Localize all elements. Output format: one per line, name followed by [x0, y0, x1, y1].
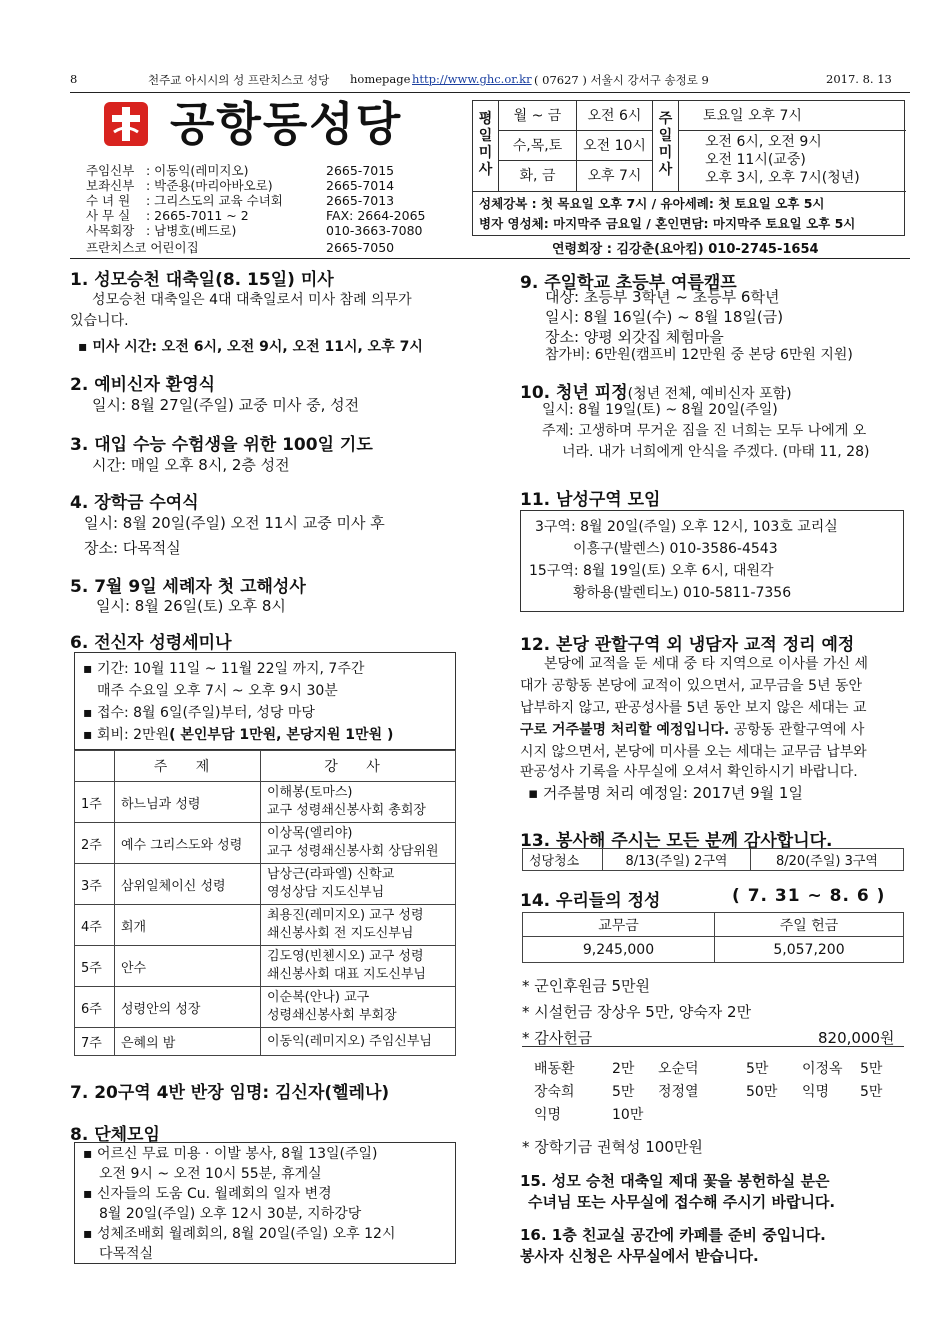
topic-cell: 하느님과 성령: [115, 782, 261, 823]
table-header-cell: 강 사: [261, 751, 456, 782]
week-cell: 6주: [75, 987, 115, 1028]
text-line: 있습니다.: [70, 313, 129, 329]
text-line: 너라. 내가 너희에게 안식을 주겠다. (마태 11, 28): [562, 444, 870, 460]
table-row: [75, 987, 456, 1028]
text-line: 시지 않으면서, 본당에 미사를 오는 세대는 교무금 납부와: [520, 744, 867, 760]
funeral-committee: 연령회장 : 김강춘(요아킴) 010-2745-1654: [552, 242, 819, 257]
text-line: ▪ 접수: 8월 6일(주일)부터, 성당 마당: [83, 705, 315, 721]
text-line: ▪ 미사 시간: 오전 6시, 오전 9시, 오전 11시, 오후 7시: [78, 339, 423, 355]
weekday-time: 오전 10시: [577, 131, 653, 161]
donor-amount: 5만: [860, 1084, 883, 1100]
text-line: ▪ 거주불명 처리 예정일: 2017년 9월 1일: [528, 784, 803, 802]
staff-phone: 2665-7015: [326, 163, 395, 178]
text-line: 오전 9시 ~ 오전 10시 55분, 휴게실: [99, 1166, 322, 1182]
speaker-cell: [261, 782, 456, 823]
staff-name: : 그리스도의 교육 수녀회: [146, 193, 283, 208]
speaker-role: 쇄신봉사회 대표 지도신부님: [267, 967, 426, 982]
text-line: 매주 수요일 오후 7시 ~ 오후 9시 30분: [97, 683, 338, 699]
text-line: 대가 공항동 본당에 교적이 있으면서, 교무금을 5년 동안: [520, 678, 863, 694]
week-cell: 3주: [75, 864, 115, 905]
staff-role: 사목회장: [86, 223, 135, 238]
topic-cell: 은혜의 밤: [115, 1028, 261, 1056]
text-line: ▪ 기간: 10월 11일 ~ 11월 22일 까지, 7주간: [83, 661, 365, 677]
text-line: 납부하지 않고, 판공성사를 5년 동안 보지 않은 세대는 교: [520, 700, 867, 716]
text-line: 3구역: 8월 20일(주일) 오후 12시, 103호 교리실: [535, 519, 838, 535]
section-title: 8. 단체모임: [70, 1125, 160, 1145]
donor-amount: 5만: [746, 1061, 769, 1077]
table-header-cell: 교무금: [523, 913, 715, 937]
seminar-info-box: [74, 652, 456, 750]
text-line: 봉사자 신청은 사무실에서 받습니다.: [520, 1247, 759, 1265]
speaker-name: 이순복(안나) 교구: [267, 990, 370, 1005]
text-line: 이흥구(발렌스) 010-3586-4543: [573, 541, 778, 557]
text-line: 15구역: 8월 19일(토) 오후 6시, 대원각: [529, 563, 774, 579]
section-title: 2. 예비신자 환영식: [70, 375, 216, 395]
text-line: 대상: 초등부 3학년 ~ 초등부 6학년: [545, 288, 780, 306]
text-line: * 감사헌금: [522, 1029, 593, 1047]
church-logo-icon: [104, 102, 148, 146]
mens-group-box: [520, 510, 904, 612]
table-header-cell: 주 제: [115, 751, 261, 782]
weekday-day: 화, 금: [499, 161, 577, 191]
text-line: 참가비: 6만원(캠프비 12만원 중 본당 6만원 지원): [545, 347, 853, 363]
staff-phone: 2665-7013: [326, 193, 395, 208]
speaker-name: 김도영(빈첸시오) 교구 성령: [267, 949, 424, 964]
homepage-label: homepage: [350, 72, 411, 86]
weekday-day: 월 ~ 금: [499, 101, 577, 131]
fee-text: ▪ 회비: 2만원: [83, 727, 170, 743]
text-line: ▪ 신자들의 도움 Cu. 월례회의 일자 변경: [83, 1186, 332, 1202]
weekday-mass-label: 평 일 미 사: [473, 101, 499, 191]
text-line: 주제: 고생하며 무거운 짐을 진 너희는 모두 나에게 오: [542, 423, 867, 439]
staff-role: 주임신부: [86, 163, 135, 178]
table-row: [75, 823, 456, 864]
staff-role: 보좌신부: [86, 178, 135, 193]
amount: 820,000원: [818, 1029, 895, 1047]
text-line: 8월 20일(주일) 오후 12시 30분, 지하강당: [99, 1206, 362, 1222]
text-line: 성모승천 대축일은 4대 대축일로서 미사 참례 의무가: [92, 292, 412, 308]
sunday-mass-times: [679, 133, 906, 187]
donor-name: 배동환: [534, 1061, 575, 1077]
staff-row: [86, 240, 416, 255]
volunteer-table: [522, 848, 904, 871]
staff-role: 수 녀 원: [86, 193, 131, 208]
saturday-mass: 토요일 오후 7시: [679, 101, 906, 131]
staff-name: : 남병호(베드로): [146, 223, 237, 238]
staff-name: : 이동익(레미지오): [146, 163, 249, 178]
staff-phone: FAX: 2664-2065: [326, 208, 426, 223]
sunday-time: 오후 3시, 오후 7시(청년): [705, 170, 860, 186]
topic-cell: 회개: [115, 905, 261, 946]
text-line: 장소: 양평 외갓집 체험마을: [545, 328, 724, 346]
text-line: 일시: 8월 19일(토) ~ 8월 20일(주일): [542, 402, 778, 418]
weekday-time: 오후 7시: [577, 161, 653, 191]
donor-amount: 50만: [746, 1084, 778, 1100]
topic-cell: 성령안의 성장: [115, 987, 261, 1028]
section-title: 4. 장학금 수여식: [70, 493, 199, 513]
section-title: 12. 본당 관할구역 외 냉담자 교적 정리 예정: [520, 635, 855, 655]
table-row: [75, 782, 456, 823]
weekday-time: 오전 6시: [577, 101, 653, 131]
week-cell: 2주: [75, 823, 115, 864]
issue-date: 2017. 8. 13: [826, 72, 892, 86]
donor-name: 익명: [802, 1084, 830, 1100]
donor-amount: 5만: [860, 1061, 883, 1077]
topic-cell: 안수: [115, 946, 261, 987]
section-title-text: 10. 청년 피정: [520, 383, 628, 403]
text-line: 본당에 교적을 둔 세대 중 타 지역으로 이사를 가신 세: [544, 656, 869, 672]
table-row: [75, 864, 456, 905]
page-number: 8: [70, 72, 78, 86]
bold-text: 구로 거주불명 처리할 예정입니다.: [520, 722, 730, 738]
speaker-cell: [261, 1028, 456, 1056]
staff-name: : 2665-7011 ~ 2: [146, 208, 249, 223]
staff-phone: 010-3663-7080: [326, 223, 423, 238]
text-line: 황하용(발렌티노) 010-5811-7356: [573, 585, 792, 601]
fee-line: [83, 725, 393, 745]
topic-cell: 삼위일체이신 성령: [115, 864, 261, 905]
page-header: [70, 68, 900, 90]
text-line: ▪ 성체조배회 월례회의, 8월 20일(주일) 오후 12시: [83, 1226, 396, 1242]
speaker-name: 최용진(레미지오) 교구 성령: [267, 908, 424, 923]
homepage-link[interactable]: http://www.ghc.or.kr: [412, 72, 532, 86]
speaker-cell: [261, 864, 456, 905]
topic-cell: 예수 그리스도와 성령: [115, 823, 261, 864]
weekday-day: 수,목,토: [499, 131, 577, 161]
speaker-name: 남상근(라파엘) 신학교: [267, 867, 395, 882]
fee-detail: ( 본인부담 1만원, 본당지원 1만원 ): [169, 727, 394, 743]
section-title: 11. 남성구역 모임: [520, 490, 661, 510]
donor-amount: 5만: [612, 1084, 635, 1100]
text-line: * 장학기금 권혁성 100만원: [522, 1138, 703, 1156]
section-title: 1. 성모승천 대축일(8. 15일) 미사: [70, 270, 334, 290]
section-title: [520, 886, 890, 911]
week-cell: 1주: [75, 782, 115, 823]
section-title: 13. 봉사해 주시는 모든 분께 감사합니다.: [520, 831, 833, 851]
section-title: 6. 전신자 성령세미나: [70, 633, 232, 653]
speaker-role: 교구 성령쇄신봉사회 상담위원: [267, 844, 439, 859]
week-cell: 7주: [75, 1028, 115, 1056]
speaker-name: 이동익(레미지오) 주임신부님: [267, 1033, 432, 1049]
text-line: ▪ 어르신 무료 미용 · 이발 봉사, 8월 13일(주일): [83, 1146, 378, 1162]
table-cell: 8/13(주일) 2구역: [603, 849, 751, 871]
text-line: 일시: 8월 27일(주일) 교중 미사 중, 성전: [92, 396, 360, 414]
donor-name: 이정옥: [802, 1061, 843, 1077]
staff-role: 사 무 실: [86, 208, 131, 223]
speaker-cell: [261, 823, 456, 864]
text-line: * 군인후원금 5만원: [522, 977, 651, 995]
parish-name: 천주교 아시시의 성 프란치스코 성당: [148, 73, 330, 87]
section-title-text: 14. 우리들의 정성: [520, 891, 661, 911]
group-meetings-box: [74, 1142, 456, 1264]
table-header-cell: 주일 헌금: [715, 913, 904, 937]
address: ( 07627 ) 서울시 강서구 송정로 9: [534, 73, 709, 87]
speaker-name: 이해봉(토마스): [267, 785, 353, 800]
divider: [522, 1046, 904, 1047]
text-line: * 시설헌금 장상우 5만, 양숙자 2만: [522, 1003, 752, 1021]
sunday-time: 오전 6시, 오전 9시: [705, 134, 822, 150]
text-line: 일시: 8월 26일(토) 오후 8시: [96, 597, 286, 615]
seminar-table: [74, 750, 456, 1056]
week-cell: 4주: [75, 905, 115, 946]
text-line: 수녀님 또는 사무실에 접수해 주시기 바랍니다.: [528, 1193, 836, 1211]
staff-row: [86, 208, 426, 223]
section-title: 9. 주일학교 초등부 여름캠프: [520, 273, 737, 293]
period: ( 7. 31 ~ 8. 6 ): [732, 886, 886, 906]
speaker-cell: [261, 946, 456, 987]
staff-row: [86, 178, 416, 193]
section-title: 3. 대입 수능 수험생을 위한 100일 기도: [70, 435, 373, 455]
sunday-mass-label: 주 일 미 사: [653, 101, 679, 191]
speaker-cell: [261, 987, 456, 1028]
text-line: 15. 성모 승천 대축일 제대 꽃을 봉헌하실 분은: [520, 1172, 830, 1190]
speaker-role: 영성상담 지도신부님: [267, 885, 385, 900]
speaker-role: 성령쇄신봉사회 부회장: [267, 1008, 397, 1023]
table-cell: 성당청소: [523, 849, 603, 871]
sunday-time: 오전 11시(교중): [705, 152, 806, 168]
staff-row: [86, 193, 416, 208]
staff-phone: 2665-7014: [326, 178, 395, 193]
table-row: [75, 1028, 456, 1056]
text-line: 16. 1층 친교실 공간에 카페를 준비 중입니다.: [520, 1226, 826, 1244]
page-title: 공항동성당: [170, 97, 403, 151]
donor-name: 오순덕: [658, 1061, 699, 1077]
note-line: 성체강복 : 첫 목요일 오후 7시 / 유아세례: 첫 토요일 오후 5시: [479, 196, 825, 211]
staff-row: [86, 223, 423, 238]
donor-amount: 2만: [612, 1061, 635, 1077]
mass-schedule: [472, 100, 905, 236]
text-line: 판공성사 기록을 사무실에 오셔서 확인하시기 바랍니다.: [520, 764, 858, 780]
text-line: 장소: 다목적실: [84, 539, 181, 557]
text-line: 일시: 8월 16일(수) ~ 8월 18일(금): [545, 308, 784, 326]
text-line: 다목적실: [99, 1246, 154, 1262]
sacrament-notes: [473, 191, 906, 237]
text-line: 일시: 8월 20일(주일) 오전 11시 교중 미사 후: [84, 514, 385, 532]
donor-name: 장숙희: [534, 1084, 575, 1100]
text: 공항동 관할구역에 사: [729, 722, 865, 738]
section-title: 5. 7월 9일 세례자 첫 고해성사: [70, 577, 306, 597]
offering-table: [522, 912, 904, 963]
speaker-role: 쇄신봉사회 전 지도신부님: [267, 926, 414, 941]
table-cell: 8/20(주일) 3구역: [751, 849, 904, 871]
speaker-role: 교구 성령쇄신봉사회 총회장: [267, 803, 426, 818]
text-line: [520, 720, 864, 741]
staff-phone: 2665-7050: [326, 240, 395, 255]
table-cell: 5,057,200: [715, 937, 904, 963]
table-row: [75, 905, 456, 946]
table-header-cell: [75, 751, 115, 782]
table-row: [75, 946, 456, 987]
donor-name: 정정열: [658, 1084, 699, 1100]
donor-name: 익명: [534, 1107, 562, 1123]
section-title: 7. 20구역 4반 반장 임명: 김신자(헬레나): [70, 1083, 390, 1103]
note-line: 병자 영성체: 마지막주 금요일 / 혼인면담: 마지막주 토요일 오후 5시: [479, 216, 856, 231]
table-cell: 9,245,000: [523, 937, 715, 963]
section-subtitle: (청년 전체, 예비신자 포함): [627, 386, 792, 402]
donor-amount: 10만: [612, 1107, 644, 1123]
speaker-cell: [261, 905, 456, 946]
staff-row: [86, 163, 416, 178]
staff-role: 프란치스코 어린이집: [86, 240, 199, 255]
staff-name: : 박준용(마리아바오로): [146, 178, 273, 193]
speaker-name: 이상목(엘리야): [267, 826, 353, 841]
week-cell: 5주: [75, 946, 115, 987]
text-line: 시간: 매일 오후 8시, 2층 성전: [92, 456, 290, 474]
